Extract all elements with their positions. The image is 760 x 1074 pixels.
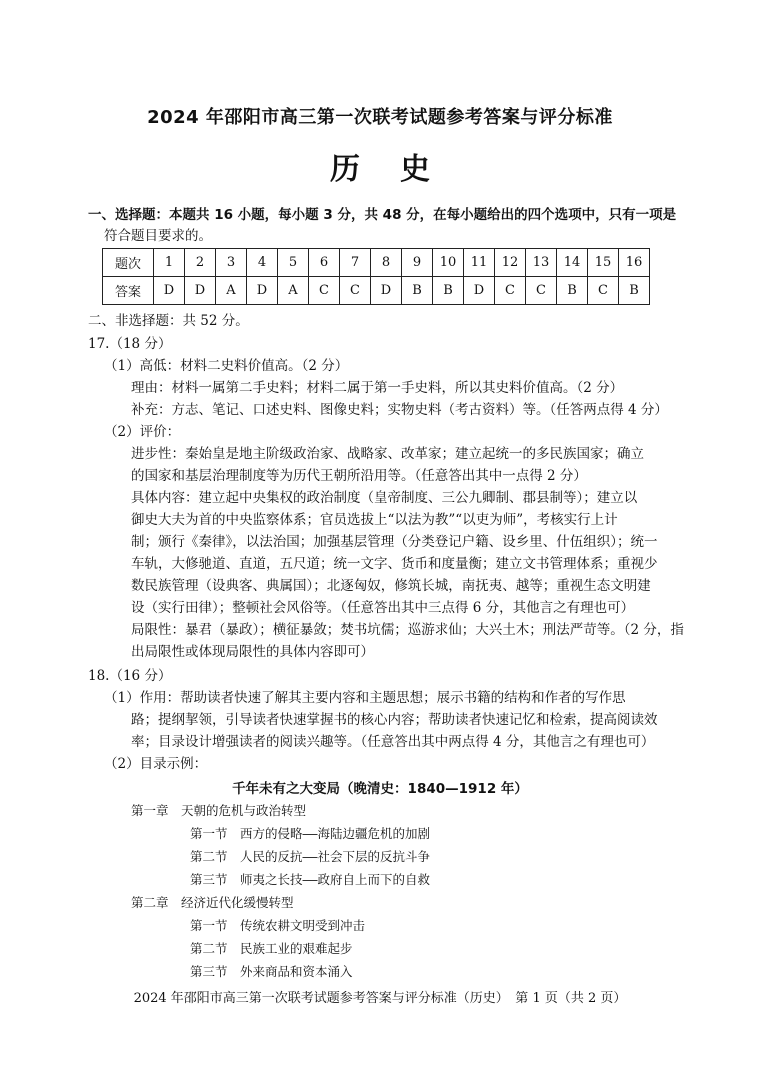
table-cell: 12 xyxy=(495,249,526,277)
toc-section: 第一节 传统农耕文明受到冲击 xyxy=(190,918,366,933)
table-cell: A xyxy=(216,277,247,305)
table-cell: B xyxy=(557,277,588,305)
toc-section: 第一节 西方的侵略——海陆边疆危机的加剧 xyxy=(190,826,431,841)
table-cell: 6 xyxy=(309,249,340,277)
q18-text: 路；提纲挈领，引导读者快速掌握书的核心内容；帮助读者快速记忆和检索，提高阅读效 xyxy=(131,712,658,728)
section1-heading: 一、选择题：本题共 16 小题，每小题 3 分，共 48 分，在每小题给出的四个选项中，只有一项是 xyxy=(88,207,677,223)
toc-title: 千年未有之大变局（晚清史：1840—1912 年） xyxy=(232,781,528,797)
q18-text: （1）作用：帮助读者快速了解其主要内容和主题思想；展示书籍的结构和作者的写作思 xyxy=(104,690,626,706)
table-cell: 1 xyxy=(154,249,185,277)
q17-text: 制；颁行《秦律》，以法治国；加强基层管理（分类登记户籍、设乡里、什伍组织）；统一 xyxy=(131,534,658,550)
table-cell: 9 xyxy=(402,249,433,277)
q17-text: （2）评价： xyxy=(104,424,181,440)
answer-table-row-answers xyxy=(103,277,650,305)
answer-table-row-numbers xyxy=(103,249,650,277)
table-cell: B xyxy=(402,277,433,305)
table-cell: 7 xyxy=(340,249,371,277)
table-cell: D xyxy=(464,277,495,305)
table-cell: D xyxy=(247,277,278,305)
table-cell: 3 xyxy=(216,249,247,277)
toc-section: 第三节 师夷之长技——政府自上而下的自救 xyxy=(190,872,431,887)
q17-text: 数民族管理（设典客、典属国）；北逐匈奴，修筑长城，南抚夷、越等；重视生态文明建 xyxy=(131,578,651,594)
section2-heading: 二、非选择题：共 52 分。 xyxy=(88,313,249,329)
table-cell: 10 xyxy=(433,249,464,277)
table-cell: 16 xyxy=(619,249,650,277)
table-cell: C xyxy=(588,277,619,305)
page-footer: 2024 年邵阳市高三第一次联考试题参考答案与评分标准（历史） 第 1 页（共 2 页） xyxy=(133,991,627,1006)
table-cell: C xyxy=(526,277,557,305)
q18-heading: 18.（16 分） xyxy=(88,668,172,684)
table-header-number: 题次 xyxy=(103,249,154,277)
q17-heading: 17.（18 分） xyxy=(88,336,172,352)
answer-table xyxy=(102,248,650,305)
table-cell: C xyxy=(309,277,340,305)
table-cell: 5 xyxy=(278,249,309,277)
document-title: 2024 年邵阳市高三第一次联考试题参考答案与评分标准 xyxy=(147,107,613,128)
table-cell: B xyxy=(619,277,650,305)
table-cell: 11 xyxy=(464,249,495,277)
table-cell: C xyxy=(495,277,526,305)
section1-cont: 符合题目要求的。 xyxy=(104,228,212,244)
q17-text: 的国家和基层治理制度等为历代王朝所沿用等。（任意答出其中一点得 2 分） xyxy=(131,468,587,484)
toc-chapter: 第二章 经济近代化缓慢转型 xyxy=(131,895,294,910)
q17-text: 御史大夫为首的中央监察体系；官员选拔上“以法为教”“以吏为师”，考核实行上计 xyxy=(131,512,618,528)
q17-text: 车轨，大修驰道、直道，五尺道；统一文字、货币和度量衡；建立文书管理体系；重视少 xyxy=(131,556,658,572)
table-cell: D xyxy=(154,277,185,305)
q17-text: 理由：材料一属第二手史料；材料二属于第一手史料，所以其史料价值高。（2 分） xyxy=(131,380,624,396)
table-cell: 4 xyxy=(247,249,278,277)
table-cell: 8 xyxy=(371,249,402,277)
toc-section: 第二节 民族工业的艰难起步 xyxy=(190,941,353,956)
table-cell: C xyxy=(340,277,371,305)
table-cell: B xyxy=(433,277,464,305)
toc-chapter: 第一章 天朝的危机与政治转型 xyxy=(131,803,307,818)
table-cell: 13 xyxy=(526,249,557,277)
table-cell: D xyxy=(185,277,216,305)
q17-text: （1）高低：材料二史料价值高。（2 分） xyxy=(104,358,349,374)
toc-section: 第三节 外来商品和资本涌入 xyxy=(190,964,353,979)
table-header-answer: 答案 xyxy=(103,277,154,305)
subject-title: 历史 xyxy=(330,152,470,187)
table-cell: 14 xyxy=(557,249,588,277)
table-cell: 15 xyxy=(588,249,619,277)
q17-text: 局限性：暴君（暴政）；横征暴敛；焚书坑儒；巡游求仙；大兴土木；刑法严苛等。（2 分，指 xyxy=(131,622,684,638)
q18-text: 率；目录设计增强读者的阅读兴趣等。（任意答出其中两点得 4 分，其他言之有理也可） xyxy=(131,734,655,750)
table-cell: 2 xyxy=(185,249,216,277)
q17-text: 具体内容：建立起中央集权的政治制度（皇帝制度、三公九卿制、郡县制等）；建立以 xyxy=(131,490,638,506)
q18-text: （2）目录示例： xyxy=(104,756,208,772)
table-cell: A xyxy=(278,277,309,305)
table-cell: D xyxy=(371,277,402,305)
q17-text: 设（实行田律）；整顿社会风俗等。（任意答出其中三点得 6 分，其他言之有理也可） xyxy=(131,600,635,616)
q17-text: 补充：方志、笔记、口述史料、图像史料；实物史料（考古资料）等。（任答两点得 4 分） xyxy=(131,402,668,418)
q17-text: 进步性：秦始皇是地主阶级政治家、战略家、改革家；建立起统一的多民族国家；确立 xyxy=(131,446,644,462)
toc-section: 第二节 人民的反抗——社会下层的反抗斗争 xyxy=(190,849,431,864)
q17-text: 出局限性或体现局限性的具体内容即可） xyxy=(131,644,374,660)
